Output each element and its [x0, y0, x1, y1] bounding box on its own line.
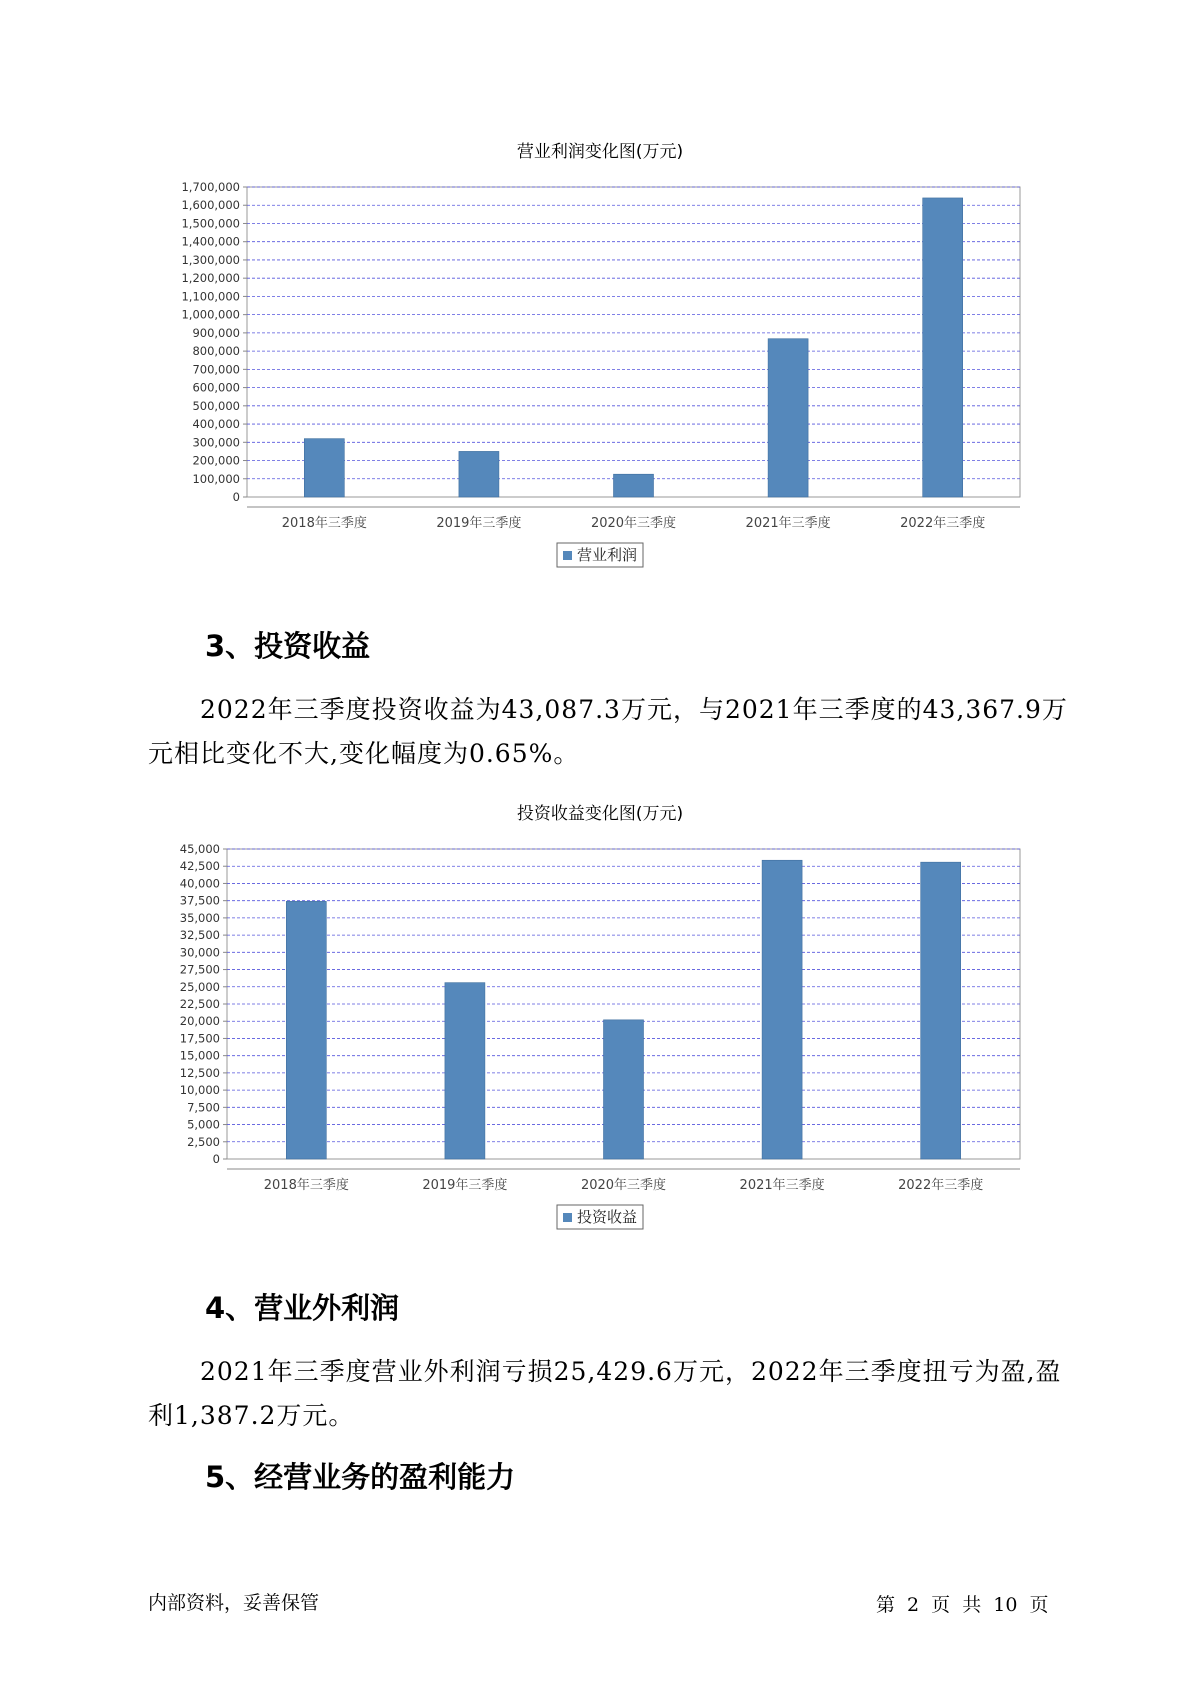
y-tick-label: 100,000: [192, 471, 240, 486]
y-tick-label: 600,000: [192, 380, 240, 395]
y-tick-label: 20,000: [179, 1014, 220, 1029]
y-tick-label: 1,200,000: [181, 271, 240, 286]
operating-profit-chart-svg: [160, 135, 1040, 595]
x-tick-label: 2022年三季度: [900, 516, 986, 531]
x-tick-label: 2022年三季度: [898, 1178, 984, 1193]
y-tick-label: 15,000: [179, 1048, 220, 1063]
x-tick-label: 2018年三季度: [263, 1178, 349, 1193]
x-tick-label: 2018年三季度: [281, 516, 367, 531]
y-tick-label: 1,600,000: [181, 198, 240, 213]
legend-label: 投资收益: [577, 1208, 638, 1226]
y-tick-label: 35,000: [179, 910, 220, 925]
y-tick-label: 400,000: [192, 417, 240, 432]
y-tick-label: 1,400,000: [181, 234, 240, 249]
y-tick-label: 2,500: [187, 1134, 220, 1149]
x-tick-label: 2020年三季度: [580, 1178, 667, 1193]
section-3-paragraph: [148, 688, 1068, 776]
section-5-heading: 5、经营业务的盈利能力: [205, 1460, 516, 1494]
y-tick-label: 32,500: [179, 928, 220, 943]
legend-swatch: [563, 1213, 572, 1222]
y-tick-label: 12,500: [179, 1065, 220, 1080]
bar: [921, 862, 961, 1159]
x-tick-label: 2019年三季度: [436, 516, 522, 531]
bar: [762, 860, 802, 1159]
y-tick-label: 1,300,000: [181, 252, 240, 267]
section-4-heading: 4、营业外利润: [205, 1291, 400, 1325]
footer-page-number: 第 2 页 共 10 页: [876, 1594, 1049, 1616]
y-tick-label: 30,000: [179, 945, 220, 960]
investment-income-chart: [160, 797, 1040, 1257]
x-tick-label: 2019年三季度: [422, 1178, 508, 1193]
x-tick-label: 2020年三季度: [590, 516, 677, 531]
section-3-text: 2022年三季度投资收益为43,087.3万元，与2021年三季度的43,367.9万元相比变化不大,变化幅度为0.65%。: [148, 695, 1068, 768]
bar: [459, 451, 499, 497]
y-tick-label: 300,000: [192, 435, 240, 450]
y-tick-label: 1,000,000: [181, 307, 240, 322]
y-tick-label: 1,100,000: [181, 289, 240, 304]
bar: [614, 474, 654, 497]
y-tick-label: 22,500: [179, 997, 220, 1011]
y-tick-label: 900,000: [192, 325, 240, 340]
y-tick-label: 200,000: [192, 453, 240, 468]
x-tick-label: 2021年三季度: [745, 516, 831, 531]
bar: [286, 901, 326, 1159]
investment-income-chart-svg: [160, 797, 1040, 1257]
plot-area: [247, 187, 1020, 497]
y-tick-label: 500,000: [192, 398, 240, 413]
bar: [445, 983, 485, 1159]
section-4-text: 2021年三季度营业外利润亏损25,429.6万元，2022年三季度扭亏为盈,盈利1,387.2万元。: [148, 1357, 1062, 1430]
y-tick-label: 5,000: [187, 1117, 220, 1132]
operating-profit-chart: [160, 135, 1040, 595]
legend-swatch: [563, 551, 572, 560]
bar: [923, 198, 963, 497]
y-tick-label: 40,000: [179, 876, 220, 891]
x-tick-label: 2021年三季度: [739, 1178, 825, 1193]
y-tick-label: 25,000: [179, 979, 220, 994]
y-tick-label: 17,500: [179, 1031, 220, 1046]
bar: [604, 1020, 644, 1159]
footer-confidential: 内部资料，妥善保管: [148, 1592, 320, 1614]
y-tick-label: 45,000: [179, 842, 220, 856]
y-tick-label: 800,000: [192, 344, 240, 359]
legend-label: 营业利润: [577, 546, 638, 564]
section-3-heading: 3、投资收益: [205, 629, 371, 663]
y-tick-label: 27,500: [179, 962, 220, 977]
bar: [768, 339, 808, 497]
section-4-paragraph: [148, 1350, 1068, 1438]
chart-title: 投资收益变化图(万元): [516, 804, 684, 824]
bar: [304, 439, 344, 497]
y-tick-label: 700,000: [192, 362, 240, 377]
y-tick-label: 1,700,000: [181, 180, 240, 194]
y-tick-label: 0: [212, 1152, 220, 1166]
y-tick-label: 0: [232, 490, 240, 504]
chart-title: 营业利润变化图(万元): [516, 142, 684, 162]
legend: [557, 543, 643, 567]
y-tick-label: 37,500: [179, 893, 220, 908]
y-tick-label: 7,500: [187, 1100, 220, 1115]
y-tick-label: 42,500: [179, 859, 220, 874]
legend: [557, 1205, 643, 1229]
y-tick-label: 1,500,000: [181, 216, 240, 231]
y-tick-label: 10,000: [179, 1083, 220, 1098]
